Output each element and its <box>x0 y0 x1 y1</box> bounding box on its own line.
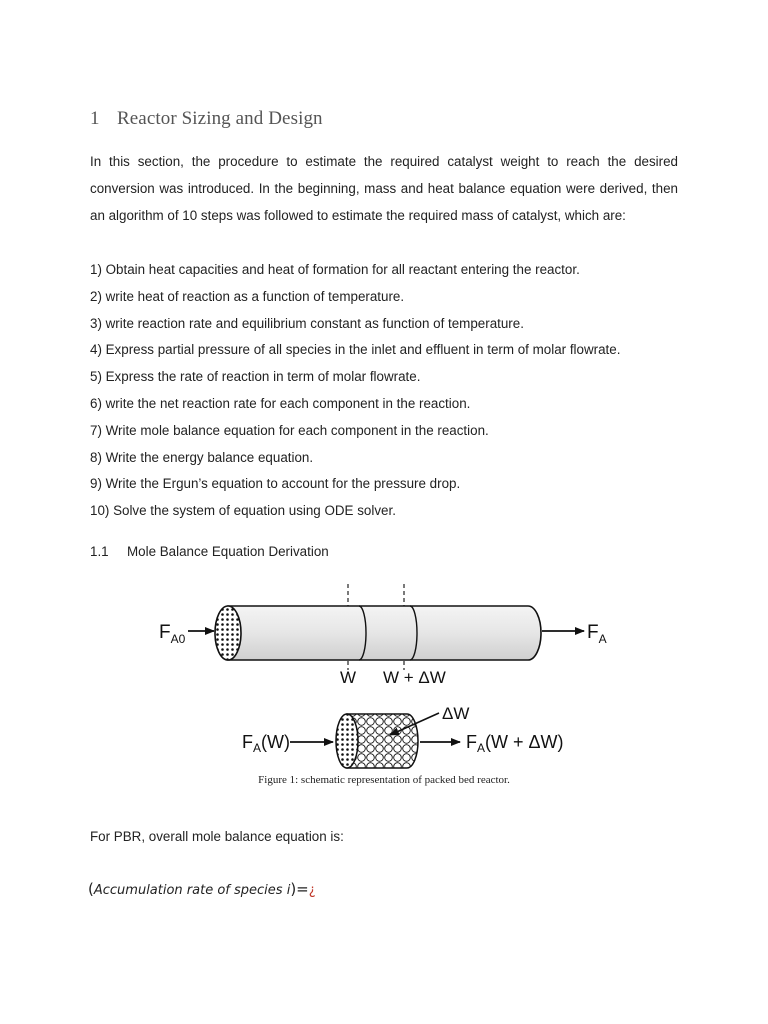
inlet-flow-label: $F_{A0}$ <box>159 622 186 646</box>
step-item: 7) Write mole balance equation for each component in the reaction. <box>90 422 489 438</box>
step-item: 1) Obtain heat capacities and heat of formation for all reactant entering the reactor. <box>90 262 580 277</box>
step-item: 8) Write the energy balance equation. <box>90 449 314 465</box>
step-item: 10) Solve the system of equation using ODE solver. <box>90 503 396 519</box>
section-number: 1 <box>90 108 100 129</box>
equation-text: Accumulation rate of species i <box>93 883 291 898</box>
packed-bed-reactor-figure <box>150 582 620 772</box>
steps-list <box>90 257 690 525</box>
figure-caption: Figure 1: schematic representation of packed bed reactor. <box>258 774 510 786</box>
mole-balance-intro: For PBR, overall mole balance equation is: <box>90 829 344 844</box>
fa-w-label: $F_A(W)$ <box>242 732 290 755</box>
w-label: W <box>340 668 357 687</box>
differential-element <box>336 714 418 768</box>
dw-label: ΔW <box>442 704 470 723</box>
w-dw-label: W + ΔW <box>383 668 446 687</box>
section-heading <box>90 108 323 130</box>
subsection-title: Mole Balance Equation Derivation <box>127 544 329 559</box>
reactor-tube <box>215 606 541 660</box>
subsection-number: 1.1 <box>90 544 109 559</box>
step-item: 4) Express partial pressure of all species in the inlet and effluent in term of molar flowrate. <box>90 342 621 358</box>
step-item: 3) write reaction rate and equilibrium constant as function of temperature. <box>90 315 524 331</box>
equation-open-paren: ( <box>88 880 94 898</box>
mole-balance-equation <box>88 880 316 898</box>
section-title: Reactor Sizing and Design <box>117 108 323 129</box>
step-item: 5) Express the rate of reaction in term of molar flowrate. <box>90 369 421 385</box>
intro-paragraph: In this section, the procedure to estimate the required catalyst weight to reach the desired conversion was introduced. In the beginning, mass and heat balance equation were derived, then an algorithm of 10 steps was followed to estimate the required mass of catalyst, which are: <box>90 154 678 223</box>
subsection-heading <box>90 544 329 559</box>
catalyst-inlet-face <box>215 606 241 660</box>
equation-error-glyph: ¿ <box>308 883 316 898</box>
step-item: 9) Write the Ergun’s equation to account for the pressure drop. <box>90 476 461 492</box>
outlet-flow-label: $F_A$ <box>587 622 607 646</box>
fa-w-dw-label: $F_A(W + \Delta W)$ <box>466 732 564 755</box>
equation-close-paren: ) <box>290 880 297 898</box>
equation-equals: = <box>296 880 309 898</box>
step-item: 2) write heat of reaction as a function of temperature. <box>90 288 405 304</box>
step-item: 6) write the net reaction rate for each component in the reaction. <box>90 395 471 411</box>
